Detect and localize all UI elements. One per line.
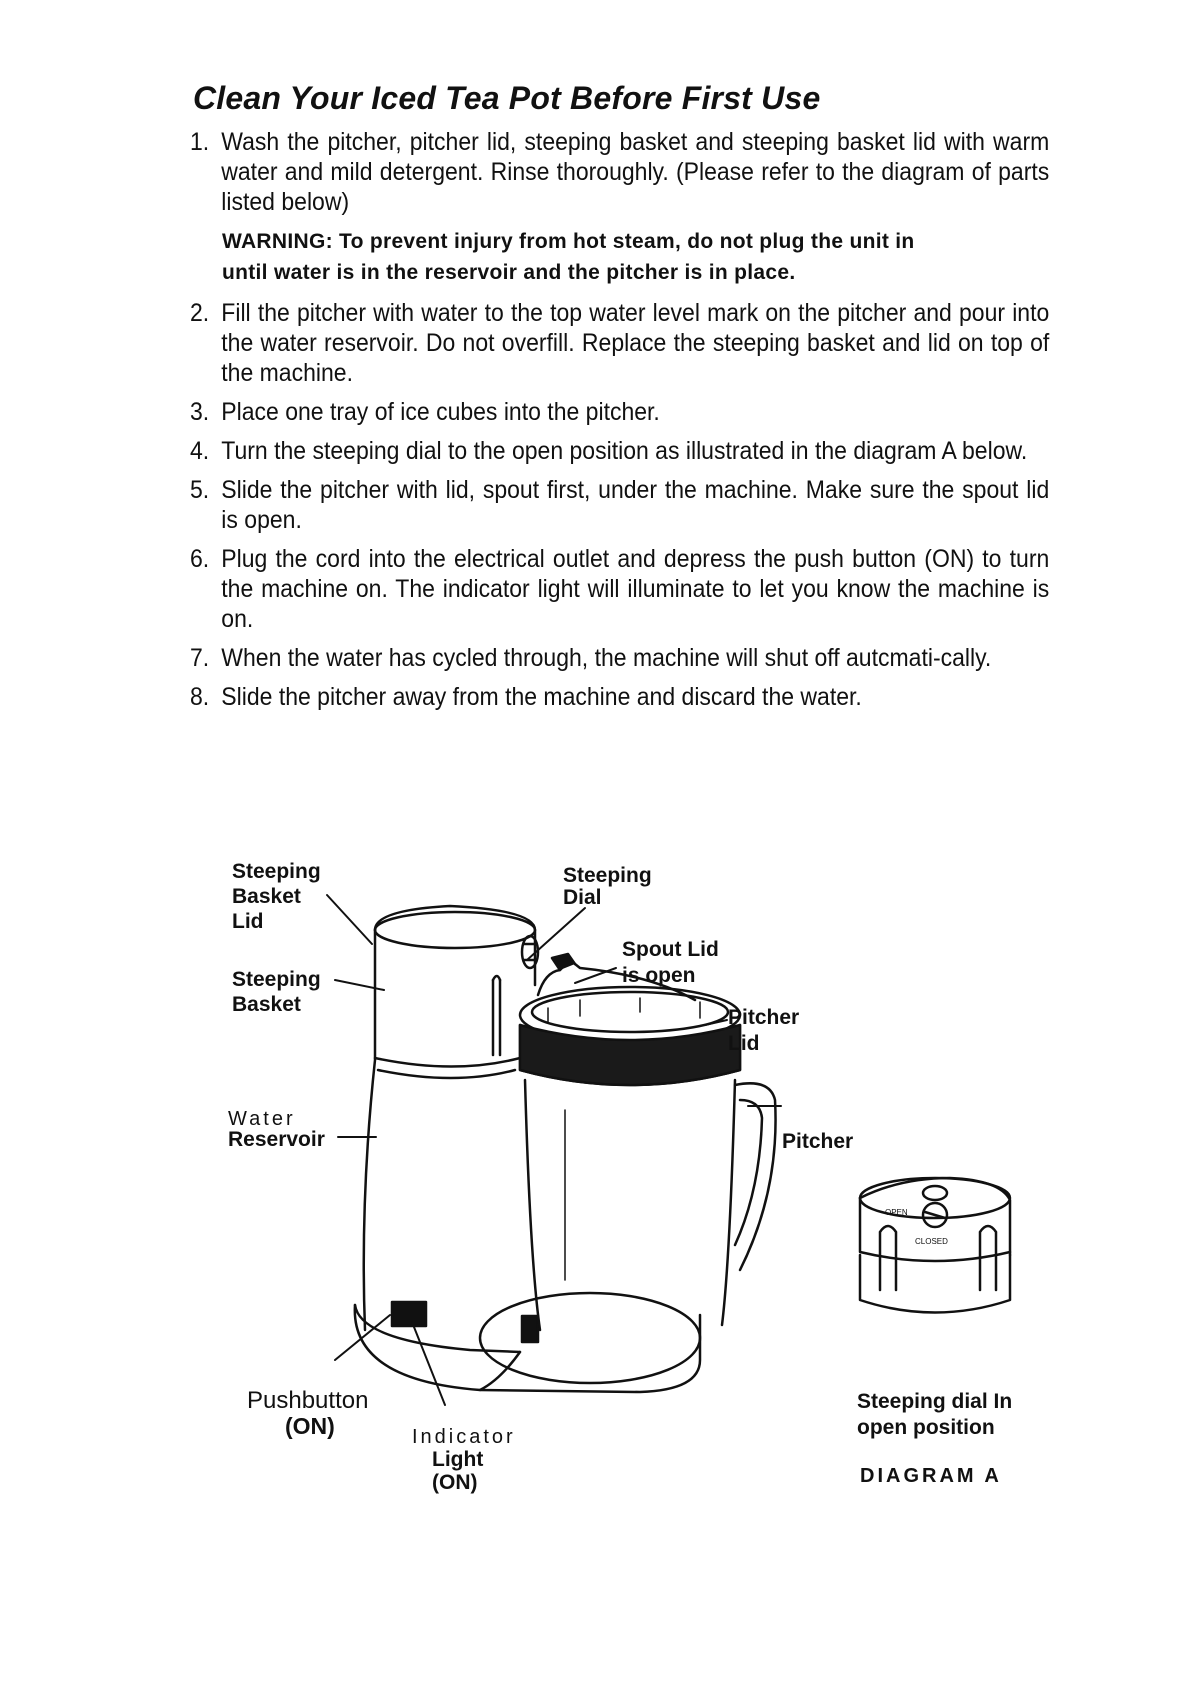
step-text: Place one tray of ice cubes into the pitcher. bbox=[221, 398, 660, 426]
step-text: Slide the pitcher away from the machine and discard the water. bbox=[221, 683, 862, 711]
step-number: 1. bbox=[190, 128, 210, 156]
step-number: 2. bbox=[190, 299, 210, 327]
instruction-list bbox=[190, 127, 1050, 721]
label-basket-2: Basket bbox=[232, 993, 301, 1016]
label-pitcher-lid-2: Lid bbox=[728, 1032, 760, 1055]
iced-tea-maker-illustration bbox=[0, 860, 1191, 1520]
label-pitcher: Pitcher bbox=[782, 1130, 854, 1153]
step-7 bbox=[190, 643, 1049, 673]
step-4 bbox=[190, 436, 1049, 466]
label-reservoir-1: Water bbox=[228, 1108, 296, 1130]
closed-mark-label: CLOSED bbox=[915, 1237, 948, 1246]
label-spout-1: Spout Lid bbox=[622, 938, 719, 961]
label-pushbutton-1: Pushbutton bbox=[247, 1387, 369, 1414]
label-indicator-2: Light bbox=[432, 1448, 484, 1471]
label-dial-2: Dial bbox=[563, 886, 602, 909]
step-text: Turn the steeping dial to the open position as illustrated in the diagram A below. bbox=[221, 437, 1028, 465]
label-basket-lid-3: Lid bbox=[232, 910, 264, 933]
label-dial-open-2: open position bbox=[857, 1416, 995, 1439]
step-number: 8. bbox=[190, 683, 210, 711]
label-indicator-1: Indicator bbox=[412, 1426, 516, 1448]
diagram-a-caption: DIAGRAM A bbox=[860, 1465, 1002, 1487]
water-reservoir bbox=[364, 906, 538, 1342]
step-text: Plug the cord into the electrical outlet and depress the push button (ON) to turn the machine on. The indicator light will illuminate to let you know the machine is on. bbox=[221, 545, 1050, 633]
label-indicator-3: (ON) bbox=[432, 1471, 478, 1494]
open-mark-label: OPEN bbox=[885, 1208, 908, 1217]
label-spout-2: is open bbox=[622, 964, 696, 987]
step-number: 7. bbox=[190, 644, 210, 672]
label-pushbutton-2: (ON) bbox=[285, 1413, 335, 1439]
page-title: Clean Your Iced Tea Pot Before First Use bbox=[193, 80, 821, 116]
step-text: Fill the pitcher with water to the top water level mark on the pitcher and pour into the water reservoir. Do not overfill. Replace the steeping basket and lid on top of the machine. bbox=[221, 299, 1050, 387]
label-pitcher-lid-1: Pitcher bbox=[728, 1006, 800, 1029]
step-text: Wash the pitcher, pitcher lid, steeping basket and steeping basket lid with warm water and mild detergent. Rinse thoroughly. (Please refer to the diagram of parts listed below) bbox=[221, 128, 1050, 216]
parts-diagram bbox=[0, 860, 1191, 1520]
step-8 bbox=[190, 682, 1049, 712]
label-dial-open-1: Steeping dial In bbox=[857, 1390, 1013, 1413]
step-3 bbox=[190, 397, 1049, 427]
label-basket-1: Steeping bbox=[232, 968, 321, 991]
step-6 bbox=[190, 544, 1049, 634]
step-number: 5. bbox=[190, 476, 210, 504]
label-basket-lid-1: Steeping bbox=[232, 860, 321, 883]
warning-text: WARNING: To prevent injury from hot steam, do not plug the unit in until water is in the reservoir and the pitcher is in place. bbox=[222, 230, 915, 284]
step-number: 6. bbox=[190, 545, 210, 573]
step-1 bbox=[190, 127, 1049, 217]
label-dial-1: Steeping bbox=[563, 864, 652, 887]
step-text: When the water has cycled through, the machine will shut off autcmati-cally. bbox=[221, 644, 992, 672]
step-text: Slide the pitcher with lid, spout first, under the machine. Make sure the spout lid is open. bbox=[221, 476, 1050, 534]
step-number: 3. bbox=[190, 398, 210, 426]
label-basket-lid-2: Basket bbox=[232, 885, 301, 908]
step-5 bbox=[190, 475, 1049, 535]
label-reservoir-2: Reservoir bbox=[228, 1128, 325, 1151]
step-2 bbox=[190, 298, 1049, 388]
step-number: 4. bbox=[190, 437, 210, 465]
